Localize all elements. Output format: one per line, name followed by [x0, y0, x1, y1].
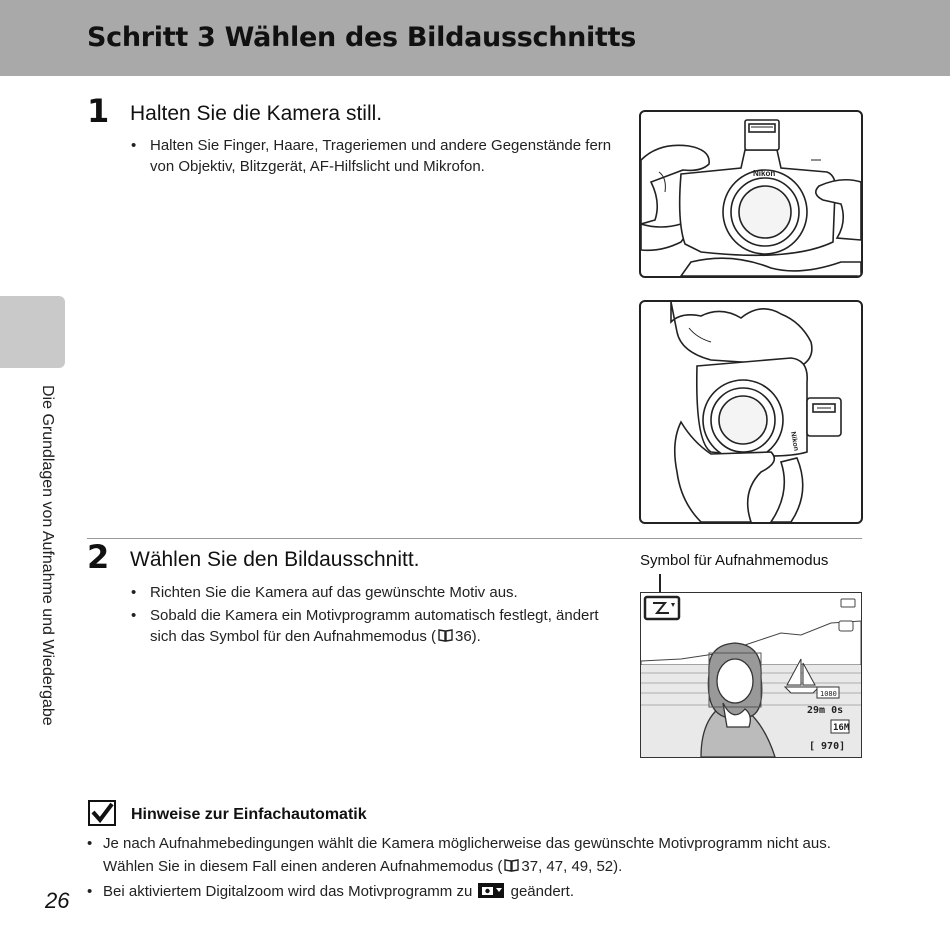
battery-icon	[841, 599, 855, 607]
note-item-1	[84, 832, 884, 878]
note-bullets	[84, 832, 884, 905]
chapter-tab	[0, 296, 65, 368]
movie-size-label: 1080	[820, 690, 837, 698]
chapter-label	[36, 385, 56, 785]
note-item-2-after: geändert.	[510, 883, 575, 900]
camera-front-drawing	[641, 112, 861, 276]
note-item-1-text: Je nach Aufnahmebedingungen wählt die Kamera möglicherweise das gewünschte Motivprogramm nicht aus. Wählen Sie in diesem Fall einen anderen Aufnahmemodus (	[103, 835, 831, 875]
step-2-bullet-1: • Richten Sie die Kamera auf das gewünschte Motiv aus.	[128, 582, 603, 603]
step-1-title: Halten Sie die Kamera still.	[130, 102, 383, 125]
step-1-number: 1	[87, 92, 110, 130]
image-size-label: 16M	[833, 723, 850, 733]
step-2-bullet-2-text: Sobald die Kamera ein Motivprogramm automatisch festlegt, ändert sich das Symbol für den Aufnahmemodus (	[150, 607, 599, 645]
brand-label-front: Nikon	[753, 169, 776, 178]
checkmark-note-icon	[88, 800, 116, 826]
step-2-bullet-2	[128, 605, 603, 647]
step-2-bullet-2-ref: 36).	[454, 628, 481, 645]
book-reference-icon	[438, 629, 453, 642]
step-2-title: Wählen Sie den Bildausschnitt.	[130, 548, 420, 571]
camera-side-illustration	[639, 300, 863, 524]
note-title: Hinweise zur Einfachautomatik	[131, 806, 367, 823]
book-reference-icon	[504, 859, 519, 872]
step-2-bullets	[128, 582, 603, 649]
shots-remaining-label: [ 970]	[809, 741, 846, 752]
camera-side-drawing	[641, 302, 861, 522]
page-number: 26	[45, 888, 70, 913]
time-remaining-label: 29m 0s	[807, 705, 844, 716]
camera-mode-icon	[478, 883, 504, 898]
symbol-caption: Symbol für Aufnahmemodus	[640, 552, 829, 569]
note-item-1-ref: 37, 47, 49, 52).	[521, 858, 623, 875]
camera-front-illustration	[639, 110, 863, 278]
note-item-2-before: Bei aktiviertem Digitalzoom wird das Motivprogramm zu	[103, 883, 473, 900]
vibration-reduction-icon	[839, 621, 853, 631]
brand-label-side: Nikon	[789, 431, 800, 452]
camera-monitor-display	[640, 592, 862, 758]
step-2-number: 2	[87, 538, 110, 576]
monitor-scene-drawing	[641, 593, 861, 757]
step-1-bullets	[128, 135, 618, 179]
chapter-label-text: Die Grundlagen von Aufnahme und Wiedergabe	[39, 385, 56, 726]
section-divider	[87, 538, 862, 539]
note-item-2	[84, 880, 884, 903]
page-title: Schritt 3 Wählen des Bildausschnitts	[87, 22, 636, 53]
step-1-bullet: • Halten Sie Finger, Haare, Trageriemen und andere Gegenstände fern von Objektiv, Blitzgerät, AF-Hilfslicht und Mikrofon.	[128, 135, 618, 177]
